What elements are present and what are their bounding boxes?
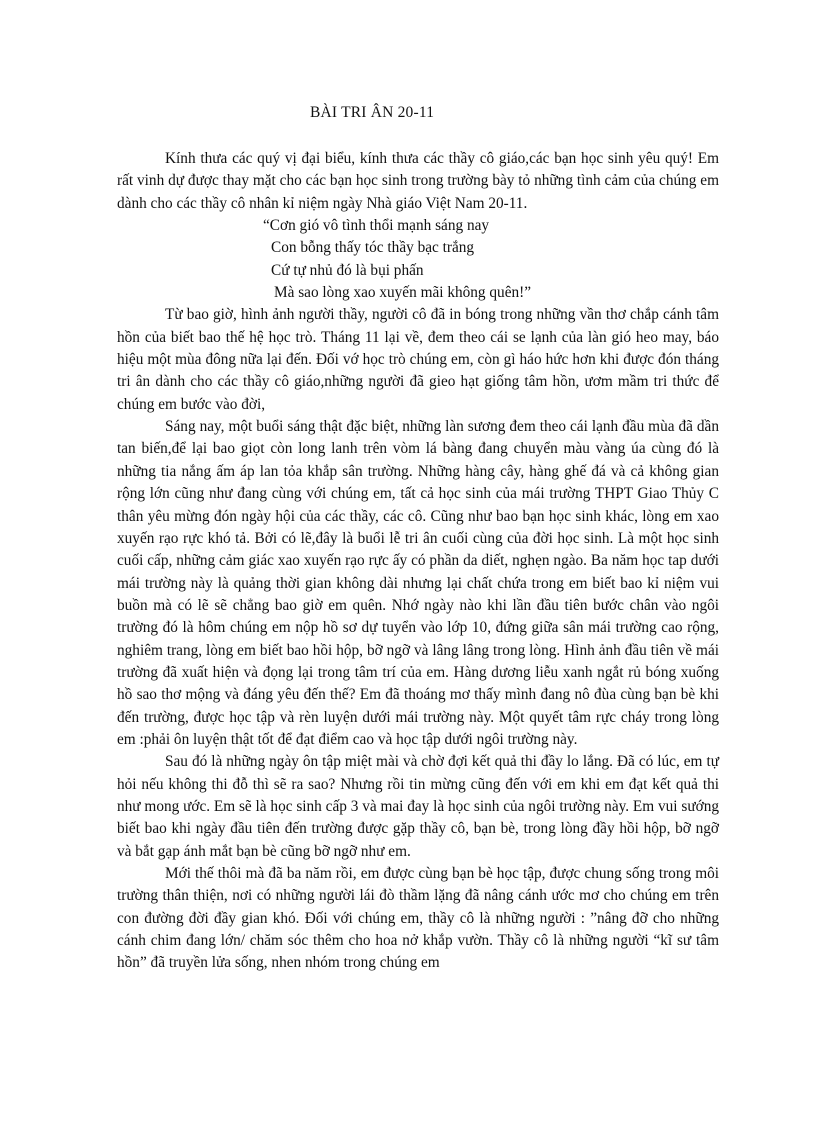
poem-line: Con bỗng thấy tóc thầy bạc trắng: [271, 239, 475, 257]
body-paragraph: Sáng nay, một buổi sáng thật đặc biệt, những làn sương đem theo cái lạnh đầu mùa đã dần tan biến,để lại bao giọt còn long lanh trên vòm lá bàng đang chuyển màu vàng úa cùng đó là những tia nắng ấm áp lan tỏa khắp sân trường. Những hàng cây, hàng ghế đá và cả không gian rộng lớn cũng như đang cùng với chúng em, tất cả học sinh của mái trường THPT Giao Thủy C thân yêu mừng đón ngày hội của các thầy, các cô. Cũng như bao bạn học sinh khác, lòng em xao xuyến rạo rực khó tả. Bởi có lẽ,đây là buổi lễ tri ân cuối cùng của đời học sinh. Là một học sinh cuối cấp, những cảm giác xao xuyến rạo rực ấy có phần da diết, nghẹn ngào. Ba năm học tap dưới mái trường này là quảng thời gian không dài nhưng lại chất chứa trong em biết bao kỉ niệm vui buồn mà có lẽ sẽ chẳng bao giờ em quên. Nhớ ngày nào khi lần đầu tiên bước chân vào ngôi trường đó là hôm chúng em nộp hồ sơ dự tuyển vào lớp 10, đứng giữa sân mái trường cao rộng, nghiêm trang, lòng em biết bao hồi hộp, bỡ ngỡ và lâng lâng trong lòng. Hình ảnh đầu tiên về mái trường đã xuất hiện và đọng lại trong tâm trí của em. Hàng dương liễu xanh ngắt rủ bóng xuống hồ sao thơ mộng và đáng yêu đến thế? Em đã thoáng mơ thấy mình đang nô đùa cùng bạn bè khi đến trường, được học tập và rèn luyện dưới mái trường này. Một quyết tâm rực cháy trong lòng em :phải ôn luyện thật tốt để đạt điểm cao và học tập dưới ngôi trường này.: [117, 418, 719, 748]
body-paragraph: Mới thế thôi mà đã ba năm rồi, em được cùng bạn bè học tập, được chung sống trong môi trường thân thiện, nơi có những người lái đò thầm lặng đã nâng cánh ước mơ cho chúng em trên con đường đời đầy gian khó. Đối với chúng em, thầy cô là những người : ”nâng đỡ cho những cánh chim đang lớn/ chăm sóc thêm cho hoa nở khắp vườn. Thầy cô là những người “kĩ sư tâm hồn” đã truyền lửa sống, nhen nhóm trong chúng em: [117, 865, 719, 972]
poem-line: Cứ tự nhủ đó là bụi phấn: [271, 261, 424, 279]
document-title: BÀI TRI ÂN 20-11: [310, 104, 435, 121]
body-paragraph: Sau đó là những ngày ôn tập miệt mài và chờ đợi kết quả thi đầy lo lắng. Đã có lúc, em tự hỏi nếu không thi đỗ thì sẽ ra sao? Nhưng rồi tin mừng cũng đến với em khi em đạt kết quả thi như mong ước. Em sẽ là học sinh cấp 3 và mai đay là học sinh của ngôi trường này. Em vui sướng biết bao khi ngày đầu tiên đến trường được gặp thầy cô, bạn bè, trong lòng đầy hồi hộp, bỡ ngỡ và bắt gạp ánh mắt bạn bè cũng bỡ ngỡ như em.: [117, 753, 719, 860]
body-paragraph: Từ bao giờ, hình ảnh người thầy, người cô đã in bóng trong những vần thơ chắp cánh tâm hồn của biết bao thế hệ học trò. Tháng 11 lại về, đem theo cái se lạnh của làn gió heo may, báo hiệu một mùa đông nữa lại đến. Đối vớ học trò chúng em, còn gì háo hức hơn khi được đón tháng tri ân dành cho các thầy cô giáo,những người đã gieo hạt giống tâm hồn, ươm mầm tri thức để chúng em bước vào đời,: [117, 306, 719, 413]
poem-line: “Cơn gió vô tình thổi mạnh sáng nay: [263, 217, 490, 235]
poem-block: [117, 215, 719, 304]
poem-line: Mà sao lòng xao xuyến mãi không quên!”: [274, 284, 532, 302]
document-body: [117, 148, 719, 975]
intro-paragraph: Kính thưa các quý vị đại biểu, kính thưa các thầy cô giáo,các bạn học sinh yêu quý! Em rất vinh dự được thay mặt cho các bạn học sinh trong trường bày tỏ những tình cảm của chúng em dành cho các thầy cô nhân kỉ niệm ngày Nhà giáo Việt Nam 20-11.: [117, 150, 719, 212]
